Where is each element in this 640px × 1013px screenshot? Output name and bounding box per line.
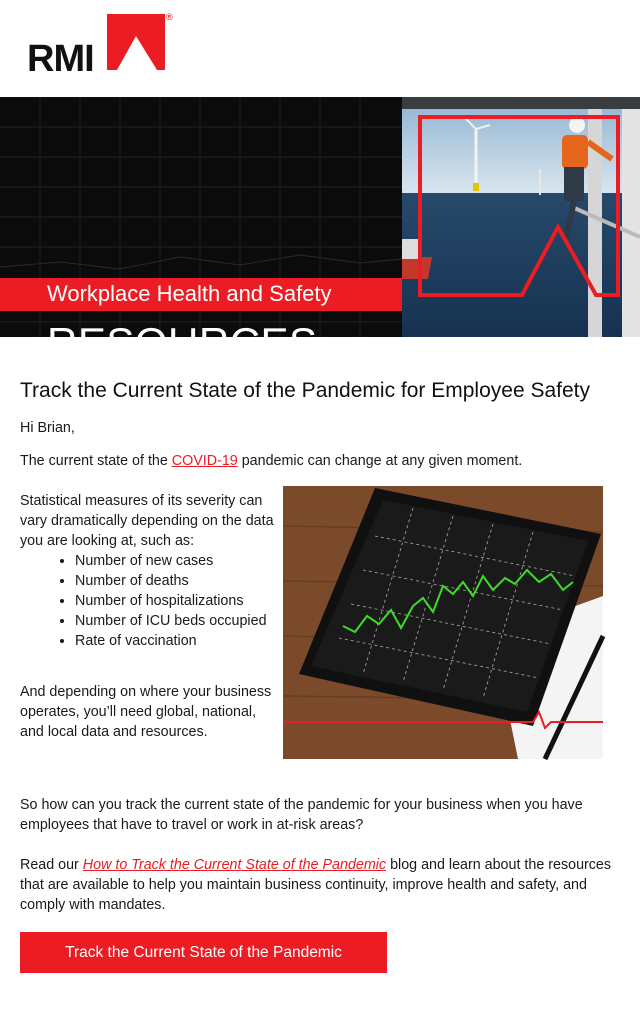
intro-text-before: The current state of the xyxy=(20,453,172,469)
stats-list xyxy=(20,551,275,651)
list-item: • Number of new cases xyxy=(75,551,275,571)
brand-logo-text[interactable]: RMI xyxy=(27,38,94,80)
article-title: Track the Current State of the Pandemic for Employee Safety xyxy=(20,379,590,402)
list-item: • Number of ICU beds occupied xyxy=(75,611,275,631)
intro-paragraph xyxy=(20,451,522,471)
registered-mark: ® xyxy=(166,12,173,22)
tablet-chart-photo xyxy=(283,486,603,759)
hero-banner xyxy=(0,97,640,366)
article-title-wrap xyxy=(20,378,620,404)
question-paragraph: So how can you track the current state of the pandemic for your business when you have employees that have to travel or work in at-risk areas? xyxy=(20,797,583,833)
intro-text-after: pandemic can change at any given moment. xyxy=(237,453,523,469)
blog-link[interactable]: How to Track the Current State of the Pandemic xyxy=(82,857,387,873)
header-logo-bar xyxy=(0,0,640,97)
brand-logo-mark xyxy=(107,14,165,70)
stats-intro-paragraph: Statistical measures of its severity can vary dramatically depending on the data you are looking at, such as: xyxy=(20,493,274,549)
track-pandemic-button[interactable]: Track the Current State of the Pandemic xyxy=(20,932,387,973)
list-item: • Number of hospitalizations xyxy=(75,591,275,611)
hero-title: RESOURCES xyxy=(47,319,318,366)
covid-link[interactable]: COVID-19 xyxy=(171,453,238,469)
location-paragraph: And depending on where your business operates, you’ll need global, national, and local data and resources. xyxy=(20,684,272,740)
list-item: • Number of deaths xyxy=(75,571,275,591)
left-column xyxy=(20,491,275,742)
read-text-after: blog and learn about the resources that are available to help you maintain business continuity, improve health and safety, and comply with mandates. xyxy=(20,857,612,913)
read-paragraph xyxy=(20,855,625,915)
hero-subtitle: Workplace Health and Safety xyxy=(47,281,332,306)
read-text-before: Read our xyxy=(20,857,83,873)
hero-photo-wind-technician xyxy=(402,97,640,337)
greeting: Hi Brian, xyxy=(20,420,75,436)
list-item: • Rate of vaccination xyxy=(75,631,275,651)
